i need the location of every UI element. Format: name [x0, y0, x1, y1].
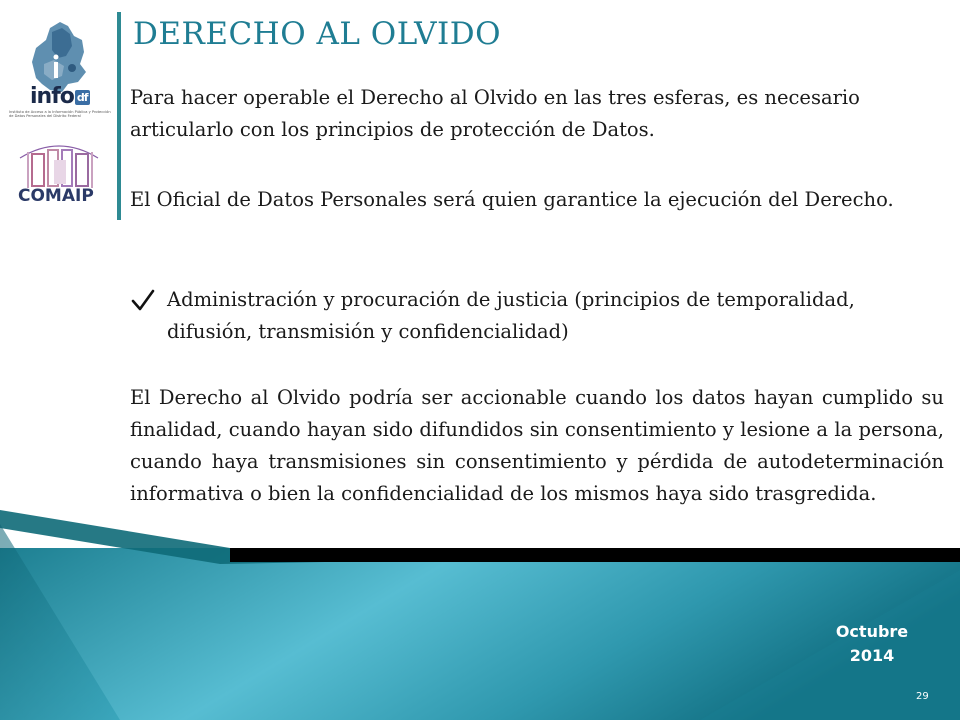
bullet-text: Administración y procuración de justicia (principios de temporalidad, difusión, transmisión y confidencialidad) — [167, 288, 855, 343]
paragraph-data-officer: El Oficial de Datos Personales será quien garantice la ejecución del Derecho. — [130, 188, 894, 211]
footer-date — [820, 620, 924, 668]
comaip-wordmark: COMAIP — [18, 186, 94, 206]
page-number: 29 — [916, 691, 929, 702]
paragraph-operability: Para hacer operable el Derecho al Olvido en las tres esferas, es necesario articularlo con los principios de protección de Datos. — [130, 86, 860, 141]
infodf-tagline: Instituto de Acceso a la Información Pública y Protección de Datos Personales del Distrito Federal — [9, 110, 111, 119]
checkmark-icon — [130, 284, 156, 316]
paragraph-actionable: El Derecho al Olvido podría ser accionable cuando los datos hayan cumplido su finalidad, cuando hayan sido difundidos sin consentimiento y lesione a la persona, cuando haya transmisiones sin consentimiento y pérdida de autodeterminación informativa o bien la confidencialidad de los mismos haya sido trasgredida. — [130, 386, 944, 505]
footer-month: Octubre — [835, 622, 909, 641]
footer-decoration — [0, 510, 960, 720]
slide-title: DERECHO AL OLVIDO — [133, 16, 502, 52]
footer-year: 2014 — [849, 646, 895, 665]
infodf-wordmark: info df — [30, 84, 88, 109]
title-accent-rule — [117, 12, 121, 220]
